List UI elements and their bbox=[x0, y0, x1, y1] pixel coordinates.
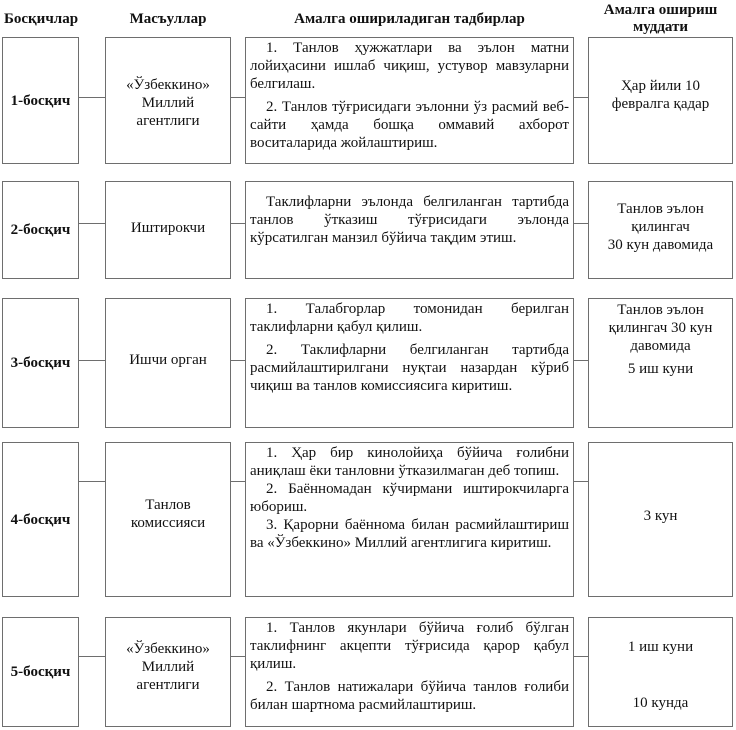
responsible-line: Миллий bbox=[141, 94, 195, 111]
responsible-box bbox=[105, 181, 231, 279]
activity-item: 3. Қарорни баённома билан расмийлаштириш ва «Ўзбеккино» Миллий агентлигига киритиш. bbox=[250, 517, 569, 551]
activities-box bbox=[245, 442, 574, 597]
deadline-box bbox=[588, 298, 733, 428]
responsible-line: комиссияси bbox=[130, 514, 206, 531]
deadline-line: Танлов эълон bbox=[617, 201, 704, 217]
connector-line bbox=[79, 223, 105, 224]
stage-label: 2-босқич bbox=[10, 222, 71, 238]
responsible-line: Танлов bbox=[145, 496, 191, 513]
deadline-line: 10 кунда bbox=[632, 695, 689, 711]
responsible-line: Миллий bbox=[141, 659, 195, 675]
activity-item: 2. Баённомадан кўчирмани иштирокчиларга юбориш. bbox=[250, 481, 569, 515]
deadline-line: 30 кун давомида bbox=[607, 237, 714, 253]
header-stages: Босқичлар bbox=[3, 11, 79, 27]
stage-label: 3-босқич bbox=[10, 355, 71, 371]
header-deadline: Амалга ошириш муддати bbox=[603, 2, 718, 35]
connector-line bbox=[79, 360, 105, 361]
responsible-box bbox=[105, 298, 231, 428]
deadline-line: давомида bbox=[630, 338, 691, 354]
stage-box bbox=[2, 298, 79, 428]
deadline-line: Танлов эълон bbox=[617, 302, 704, 318]
responsible-box bbox=[105, 37, 231, 164]
activity-item: Таклифларни эълонда белгиланган тартибда танлов ўтказиш тўғрисидаги эълонда кўрсатилган манзил бўйича тақдим этиш. bbox=[250, 194, 569, 246]
deadline-line: қилингач 30 кун bbox=[608, 320, 713, 336]
connector-line bbox=[79, 481, 105, 482]
connector-line bbox=[231, 656, 245, 657]
header-activities: Амалга ошириладиган тадбирлар bbox=[294, 11, 525, 27]
connector-line bbox=[231, 360, 245, 361]
responsible-line: агентлиги bbox=[136, 112, 200, 129]
stage-box bbox=[2, 181, 79, 279]
responsible-box bbox=[105, 617, 231, 727]
deadline-line: Ҳар йили 10 bbox=[620, 77, 701, 94]
activity-item: 1. Танлов якунлари бўйича ғолиб бўлган таклифнинг акцепти тўғрисида қарор қабул қилиш. bbox=[250, 620, 569, 672]
responsible-line: Ишчи орган bbox=[129, 352, 207, 368]
activities-box bbox=[245, 181, 574, 279]
deadline-box bbox=[588, 181, 733, 279]
connector-line bbox=[574, 656, 588, 657]
connector-line bbox=[574, 360, 588, 361]
connector-line bbox=[79, 97, 105, 98]
activities-box bbox=[245, 298, 574, 428]
deadline-line: 5 иш куни bbox=[627, 361, 694, 377]
responsible-line: «Ўзбеккино» bbox=[126, 641, 210, 657]
responsible-line: «Ўзбеккино» bbox=[126, 76, 210, 93]
connector-line bbox=[574, 481, 588, 482]
deadline-line: 3 кун bbox=[643, 507, 678, 524]
activity-item: 1. Талабгорлар томонидан берилган таклифларни қабул қилиш. bbox=[250, 301, 569, 335]
connector-line bbox=[574, 97, 588, 98]
header-responsible: Масъуллар bbox=[129, 11, 207, 27]
activities-box bbox=[245, 617, 574, 727]
responsible-box bbox=[105, 442, 231, 597]
connector-line bbox=[574, 223, 588, 224]
stage-label: 5-босқич bbox=[10, 664, 71, 680]
connector-line bbox=[79, 656, 105, 657]
deadline-box bbox=[588, 442, 733, 597]
connector-line bbox=[231, 97, 245, 98]
deadline-box bbox=[588, 37, 733, 164]
connector-line bbox=[231, 223, 245, 224]
stage-label: 1-босқич bbox=[10, 92, 71, 109]
stage-box bbox=[2, 442, 79, 597]
responsible-line: Иштирокчи bbox=[130, 220, 206, 236]
stage-box bbox=[2, 617, 79, 727]
stage-label: 4-босқич bbox=[10, 511, 71, 528]
activities-box bbox=[245, 37, 574, 164]
deadline-line: 1 иш куни bbox=[627, 639, 694, 655]
activity-item: 1. Ҳар бир кинолойиҳа бўйича ғолибни аниқлаш ёки танловни ўтказилмаган деб топиш. bbox=[250, 445, 569, 479]
activity-item: 1. Танлов ҳужжатлари ва эълон матни лойиҳасини ишлаб чиқиш, устувор мавзуларни белгилаш. bbox=[250, 40, 569, 92]
connector-line bbox=[231, 481, 245, 482]
activity-item: 2. Танлов натижалари бўйича танлов ғолиби билан шартнома расмийлаштириш. bbox=[250, 679, 569, 713]
deadline-box bbox=[588, 617, 733, 727]
deadline-line: қилингач bbox=[631, 219, 690, 235]
deadline-line: февралга қадар bbox=[611, 95, 710, 112]
responsible-line: агентлиги bbox=[136, 677, 200, 693]
activity-item: 2. Танлов тўғрисидаги эълонни ўз расмий веб-сайти ҳамда бошқа оммавий ахборот воситаларида жойлаштириш. bbox=[250, 99, 569, 151]
activity-item: 2. Таклифларни белгиланган тартибда расмийлаштирилгани нуқтаи назардан кўриб чиқиш ва танлов комиссиясига киритиш. bbox=[250, 342, 569, 394]
stage-box bbox=[2, 37, 79, 164]
